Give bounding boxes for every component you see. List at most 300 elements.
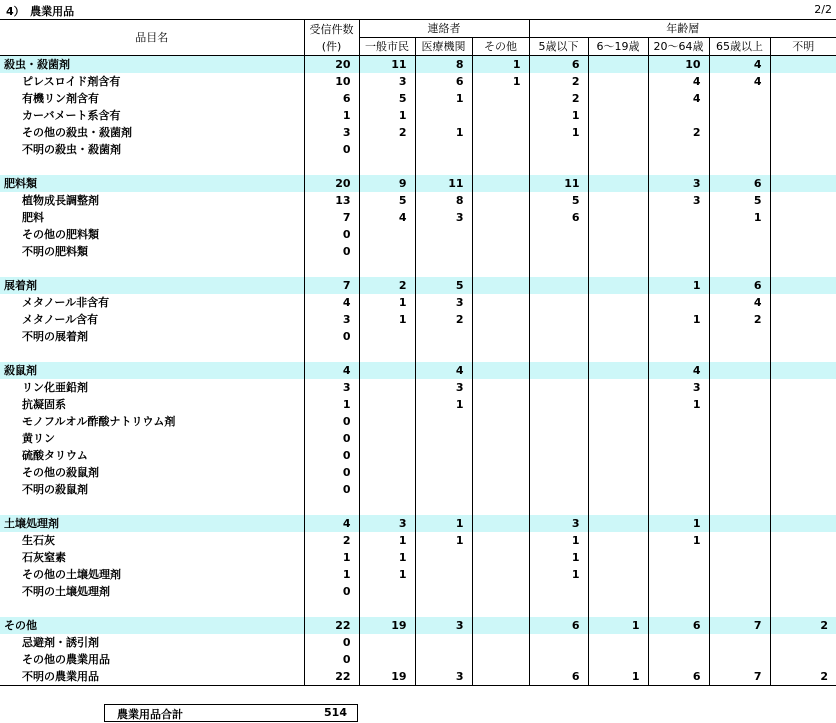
age-65plus-cell xyxy=(709,464,770,481)
item-name-cell: 展着剤 xyxy=(0,277,304,294)
received-count-cell: 22 xyxy=(304,617,359,634)
contact-medical-cell xyxy=(415,447,472,464)
item-name-cell: 肥料類 xyxy=(0,175,304,192)
age-20to64-cell: 3 xyxy=(648,175,709,192)
title-bar xyxy=(0,0,836,20)
age-under5-cell: 6 xyxy=(529,617,588,634)
age-unknown-cell xyxy=(770,651,836,668)
age-20to64-cell: 4 xyxy=(648,90,709,107)
contact-general-cell: 1 xyxy=(359,294,415,311)
contact-general-cell xyxy=(359,328,415,345)
contact-other-cell xyxy=(472,107,529,124)
item-name-cell: その他の肥料類 xyxy=(22,227,99,241)
empty-cell xyxy=(529,345,588,362)
contact-other-cell xyxy=(472,226,529,243)
age-65plus-cell xyxy=(709,107,770,124)
empty-cell xyxy=(415,158,472,175)
age-20to64-cell: 6 xyxy=(648,668,709,686)
age-unknown-cell xyxy=(770,277,836,294)
age-6to19-cell xyxy=(588,277,648,294)
empty-cell xyxy=(588,600,648,617)
contact-other-cell xyxy=(472,549,529,566)
table-row xyxy=(0,634,836,651)
received-count-cell: 20 xyxy=(304,56,359,74)
table-row xyxy=(0,243,836,260)
item-name-cell: その他の農業用品 xyxy=(22,652,110,666)
item-name-cell: メタノール非含有 xyxy=(22,295,110,309)
age-under5-cell xyxy=(529,447,588,464)
age-under5-cell xyxy=(529,379,588,396)
age-6to19-cell xyxy=(588,124,648,141)
age-under5-cell xyxy=(529,464,588,481)
contact-medical-cell: 8 xyxy=(415,56,472,74)
contact-medical-cell xyxy=(415,141,472,158)
age-6to19-cell xyxy=(588,311,648,328)
age-under5-cell xyxy=(529,583,588,600)
age-unknown-cell xyxy=(770,396,836,413)
age-20to64-cell xyxy=(648,566,709,583)
age-6to19-cell xyxy=(588,73,648,90)
empty-cell xyxy=(415,600,472,617)
empty-cell xyxy=(648,498,709,515)
empty-cell xyxy=(472,345,529,362)
table-row xyxy=(0,379,836,396)
age-65plus-cell: 7 xyxy=(709,668,770,686)
contact-general-cell: 2 xyxy=(359,124,415,141)
age-65plus-cell xyxy=(709,243,770,260)
contact-other-cell xyxy=(472,532,529,549)
empty-cell xyxy=(304,260,359,277)
received-count-cell: 1 xyxy=(304,107,359,124)
table-body xyxy=(0,56,836,686)
received-count-cell: 4 xyxy=(304,294,359,311)
age-under5-cell xyxy=(529,481,588,498)
received-count-cell: 0 xyxy=(304,243,359,260)
age-unknown-cell xyxy=(770,311,836,328)
contact-general-cell: 1 xyxy=(359,566,415,583)
age-65plus-cell xyxy=(709,651,770,668)
contact-medical-cell: 6 xyxy=(415,73,472,90)
empty-cell xyxy=(0,600,304,617)
age-under5-cell: 1 xyxy=(529,532,588,549)
contact-medical-cell xyxy=(415,413,472,430)
empty-cell xyxy=(529,158,588,175)
empty-cell xyxy=(0,260,304,277)
age-65plus-cell xyxy=(709,396,770,413)
contact-medical-cell: 1 xyxy=(415,124,472,141)
age-under5-cell xyxy=(529,651,588,668)
contact-general-cell xyxy=(359,243,415,260)
received-count-cell: 3 xyxy=(304,311,359,328)
age-unknown-cell xyxy=(770,379,836,396)
age-65plus-cell xyxy=(709,430,770,447)
empty-cell xyxy=(359,600,415,617)
empty-cell xyxy=(359,345,415,362)
header-contact-group: 連絡者 xyxy=(359,20,529,38)
header-received-line2: (件) xyxy=(321,39,342,53)
age-under5-cell xyxy=(529,430,588,447)
item-name-cell: 不明の肥料類 xyxy=(22,244,88,258)
spacer-row xyxy=(0,158,836,175)
age-unknown-cell xyxy=(770,328,836,345)
contact-other-cell xyxy=(472,362,529,379)
grand-total-label: 農業用品合計 xyxy=(117,708,183,721)
age-20to64-cell xyxy=(648,294,709,311)
age-20to64-cell xyxy=(648,243,709,260)
table-row xyxy=(0,481,836,498)
age-unknown-cell xyxy=(770,107,836,124)
contact-other-cell xyxy=(472,634,529,651)
age-20to64-cell: 4 xyxy=(648,362,709,379)
header-contact-medical: 医療機関 xyxy=(415,38,472,56)
age-65plus-cell: 1 xyxy=(709,209,770,226)
age-under5-cell: 2 xyxy=(529,73,588,90)
age-unknown-cell xyxy=(770,515,836,532)
age-20to64-cell: 1 xyxy=(648,515,709,532)
contact-general-cell: 1 xyxy=(359,549,415,566)
age-under5-cell: 1 xyxy=(529,549,588,566)
age-20to64-cell xyxy=(648,481,709,498)
contact-general-cell: 4 xyxy=(359,209,415,226)
age-unknown-cell xyxy=(770,532,836,549)
spacer-row xyxy=(0,498,836,515)
contact-other-cell xyxy=(472,430,529,447)
contact-medical-cell xyxy=(415,328,472,345)
age-6to19-cell xyxy=(588,209,648,226)
empty-cell xyxy=(415,498,472,515)
received-count-cell: 6 xyxy=(304,90,359,107)
header-item-name: 品目名 xyxy=(0,20,304,56)
empty-cell xyxy=(472,498,529,515)
age-6to19-cell xyxy=(588,447,648,464)
table-row xyxy=(0,532,836,549)
contact-other-cell: 1 xyxy=(472,56,529,74)
contact-other-cell xyxy=(472,481,529,498)
age-6to19-cell xyxy=(588,294,648,311)
age-6to19-cell xyxy=(588,141,648,158)
age-20to64-cell xyxy=(648,651,709,668)
age-20to64-cell: 3 xyxy=(648,192,709,209)
table-row xyxy=(0,464,836,481)
age-unknown-cell xyxy=(770,481,836,498)
contact-other-cell xyxy=(472,515,529,532)
age-20to64-cell xyxy=(648,447,709,464)
age-under5-cell xyxy=(529,634,588,651)
age-under5-cell: 2 xyxy=(529,90,588,107)
empty-cell xyxy=(472,158,529,175)
category-row xyxy=(0,362,836,379)
empty-cell xyxy=(648,158,709,175)
age-6to19-cell xyxy=(588,107,648,124)
contact-general-cell: 1 xyxy=(359,107,415,124)
contact-medical-cell: 11 xyxy=(415,175,472,192)
empty-cell xyxy=(0,345,304,362)
empty-cell xyxy=(304,345,359,362)
contact-general-cell xyxy=(359,226,415,243)
item-name-cell: 肥料 xyxy=(22,210,44,224)
contact-other-cell xyxy=(472,328,529,345)
age-6to19-cell xyxy=(588,226,648,243)
age-6to19-cell xyxy=(588,90,648,107)
empty-cell xyxy=(529,600,588,617)
age-65plus-cell xyxy=(709,328,770,345)
age-6to19-cell xyxy=(588,515,648,532)
empty-cell xyxy=(359,158,415,175)
item-name-cell: 不明の殺鼠剤 xyxy=(22,482,88,496)
contact-medical-cell: 2 xyxy=(415,311,472,328)
age-6to19-cell xyxy=(588,328,648,345)
age-6to19-cell xyxy=(588,481,648,498)
empty-cell xyxy=(770,345,836,362)
received-count-cell: 1 xyxy=(304,396,359,413)
contact-general-cell: 5 xyxy=(359,90,415,107)
empty-cell xyxy=(709,600,770,617)
age-under5-cell: 1 xyxy=(529,107,588,124)
table-row xyxy=(0,668,836,686)
contact-medical-cell: 3 xyxy=(415,617,472,634)
age-20to64-cell xyxy=(648,413,709,430)
age-under5-cell xyxy=(529,362,588,379)
contact-other-cell xyxy=(472,651,529,668)
age-under5-cell xyxy=(529,311,588,328)
age-20to64-cell: 3 xyxy=(648,379,709,396)
item-name-cell: 生石灰 xyxy=(22,533,55,547)
contact-general-cell: 1 xyxy=(359,311,415,328)
contact-medical-cell xyxy=(415,566,472,583)
contact-general-cell xyxy=(359,447,415,464)
contact-general-cell xyxy=(359,651,415,668)
empty-cell xyxy=(472,600,529,617)
empty-cell xyxy=(709,345,770,362)
age-under5-cell xyxy=(529,396,588,413)
item-name-cell: 抗凝固系 xyxy=(22,397,66,411)
age-65plus-cell xyxy=(709,566,770,583)
contact-other-cell xyxy=(472,311,529,328)
age-65plus-cell xyxy=(709,634,770,651)
contact-general-cell: 5 xyxy=(359,192,415,209)
table-row xyxy=(0,192,836,209)
item-name-cell: 殺虫・殺菌剤 xyxy=(0,56,304,74)
age-65plus-cell xyxy=(709,481,770,498)
age-6to19-cell xyxy=(588,243,648,260)
age-unknown-cell xyxy=(770,226,836,243)
table-row xyxy=(0,651,836,668)
age-6to19-cell xyxy=(588,430,648,447)
contact-other-cell xyxy=(472,294,529,311)
contact-medical-cell xyxy=(415,651,472,668)
contact-medical-cell: 3 xyxy=(415,668,472,686)
empty-cell xyxy=(359,260,415,277)
table-row xyxy=(0,226,836,243)
table-row xyxy=(0,90,836,107)
age-under5-cell: 1 xyxy=(529,124,588,141)
table-row xyxy=(0,549,836,566)
age-unknown-cell xyxy=(770,90,836,107)
contact-general-cell: 9 xyxy=(359,175,415,192)
received-count-cell: 4 xyxy=(304,515,359,532)
section-title: 4） 農業用品 xyxy=(6,5,75,18)
header-age-under5: 5歳以下 xyxy=(529,38,588,56)
age-unknown-cell xyxy=(770,634,836,651)
age-6to19-cell: 1 xyxy=(588,617,648,634)
age-20to64-cell xyxy=(648,141,709,158)
item-name-cell: リン化亜鉛剤 xyxy=(22,380,88,394)
contact-other-cell xyxy=(472,124,529,141)
contact-medical-cell: 1 xyxy=(415,532,472,549)
age-65plus-cell: 7 xyxy=(709,617,770,634)
age-under5-cell: 11 xyxy=(529,175,588,192)
age-unknown-cell xyxy=(770,362,836,379)
header-age-6to19: 6～19歳 xyxy=(588,38,648,56)
contact-medical-cell xyxy=(415,226,472,243)
age-65plus-cell: 5 xyxy=(709,192,770,209)
item-name-cell: 黄リン xyxy=(22,431,55,445)
table-row xyxy=(0,141,836,158)
received-count-cell: 7 xyxy=(304,277,359,294)
header-age-group: 年齢層 xyxy=(529,20,836,38)
item-name-cell: 不明の土壌処理剤 xyxy=(22,584,110,598)
age-6to19-cell xyxy=(588,532,648,549)
contact-medical-cell: 3 xyxy=(415,209,472,226)
contact-general-cell xyxy=(359,141,415,158)
received-count-cell: 0 xyxy=(304,447,359,464)
age-unknown-cell xyxy=(770,464,836,481)
received-count-cell: 13 xyxy=(304,192,359,209)
empty-cell xyxy=(415,345,472,362)
contact-general-cell xyxy=(359,583,415,600)
header-contact-general: 一般市民 xyxy=(359,38,415,56)
header-received-line1: 受信件数 xyxy=(309,22,354,36)
item-name-cell: その他の土壌処理剤 xyxy=(22,567,121,581)
item-name-cell: ピレスロイド剤含有 xyxy=(22,74,121,88)
empty-cell xyxy=(472,260,529,277)
age-unknown-cell xyxy=(770,566,836,583)
age-20to64-cell xyxy=(648,583,709,600)
empty-cell xyxy=(529,498,588,515)
received-count-cell: 0 xyxy=(304,481,359,498)
age-65plus-cell xyxy=(709,532,770,549)
contact-medical-cell: 4 xyxy=(415,362,472,379)
header-received-count xyxy=(304,20,359,56)
contact-general-cell xyxy=(359,481,415,498)
age-6to19-cell xyxy=(588,566,648,583)
item-name-cell: その他 xyxy=(0,617,304,634)
age-65plus-cell xyxy=(709,141,770,158)
contact-general-cell xyxy=(359,396,415,413)
empty-cell xyxy=(304,158,359,175)
table-row xyxy=(0,396,836,413)
age-unknown-cell xyxy=(770,209,836,226)
age-unknown-cell xyxy=(770,549,836,566)
empty-cell xyxy=(359,498,415,515)
age-65plus-cell xyxy=(709,226,770,243)
header-age-20to64: 20～64歳 xyxy=(648,38,709,56)
received-count-cell: 3 xyxy=(304,124,359,141)
item-name-cell: 不明の展着剤 xyxy=(22,329,88,343)
age-20to64-cell xyxy=(648,107,709,124)
age-under5-cell xyxy=(529,226,588,243)
contact-medical-cell xyxy=(415,583,472,600)
received-count-cell: 2 xyxy=(304,532,359,549)
contact-general-cell: 11 xyxy=(359,56,415,74)
received-count-cell: 20 xyxy=(304,175,359,192)
contact-other-cell xyxy=(472,413,529,430)
age-6to19-cell xyxy=(588,464,648,481)
age-unknown-cell xyxy=(770,124,836,141)
age-unknown-cell xyxy=(770,56,836,74)
empty-cell xyxy=(588,498,648,515)
contact-medical-cell xyxy=(415,634,472,651)
age-under5-cell: 5 xyxy=(529,192,588,209)
contact-general-cell: 19 xyxy=(359,617,415,634)
received-count-cell: 0 xyxy=(304,141,359,158)
table-row xyxy=(0,209,836,226)
age-6to19-cell xyxy=(588,413,648,430)
age-6to19-cell xyxy=(588,362,648,379)
received-count-cell: 3 xyxy=(304,379,359,396)
contact-medical-cell xyxy=(415,549,472,566)
table-row xyxy=(0,107,836,124)
age-under5-cell: 3 xyxy=(529,515,588,532)
age-65plus-cell xyxy=(709,124,770,141)
age-65plus-cell: 4 xyxy=(709,294,770,311)
age-6to19-cell xyxy=(588,175,648,192)
table-row xyxy=(0,328,836,345)
contact-other-cell xyxy=(472,617,529,634)
age-20to64-cell xyxy=(648,634,709,651)
page-indicator: 2/2 xyxy=(814,3,832,16)
table-row xyxy=(0,447,836,464)
contact-general-cell xyxy=(359,634,415,651)
age-6to19-cell xyxy=(588,651,648,668)
age-6to19-cell xyxy=(588,583,648,600)
received-count-cell: 0 xyxy=(304,634,359,651)
age-unknown-cell: 2 xyxy=(770,668,836,686)
contact-general-cell: 3 xyxy=(359,515,415,532)
contact-general-cell xyxy=(359,464,415,481)
item-name-cell: 忌避剤・誘引剤 xyxy=(22,635,99,649)
contact-general-cell xyxy=(359,379,415,396)
received-count-cell: 0 xyxy=(304,328,359,345)
age-20to64-cell: 6 xyxy=(648,617,709,634)
spacer-row xyxy=(0,600,836,617)
empty-cell xyxy=(304,498,359,515)
category-row xyxy=(0,56,836,74)
empty-cell xyxy=(588,158,648,175)
contact-other-cell xyxy=(472,396,529,413)
age-6to19-cell xyxy=(588,56,648,74)
item-name-cell: 不明の農業用品 xyxy=(0,668,304,686)
table-row xyxy=(0,311,836,328)
age-20to64-cell: 1 xyxy=(648,532,709,549)
contact-other-cell xyxy=(472,175,529,192)
item-name-cell: モノフルオル酢酸ナトリウム剤 xyxy=(22,414,176,428)
grand-total-value: 514 xyxy=(324,706,347,719)
age-20to64-cell xyxy=(648,209,709,226)
contact-medical-cell xyxy=(415,107,472,124)
item-name-cell: メタノール含有 xyxy=(22,312,99,326)
age-65plus-cell xyxy=(709,362,770,379)
age-65plus-cell: 6 xyxy=(709,277,770,294)
contact-general-cell: 3 xyxy=(359,73,415,90)
empty-cell xyxy=(648,345,709,362)
empty-cell xyxy=(770,600,836,617)
empty-cell xyxy=(648,260,709,277)
received-count-cell: 7 xyxy=(304,209,359,226)
contact-other-cell xyxy=(472,243,529,260)
contact-medical-cell: 1 xyxy=(415,515,472,532)
contact-other-cell xyxy=(472,277,529,294)
